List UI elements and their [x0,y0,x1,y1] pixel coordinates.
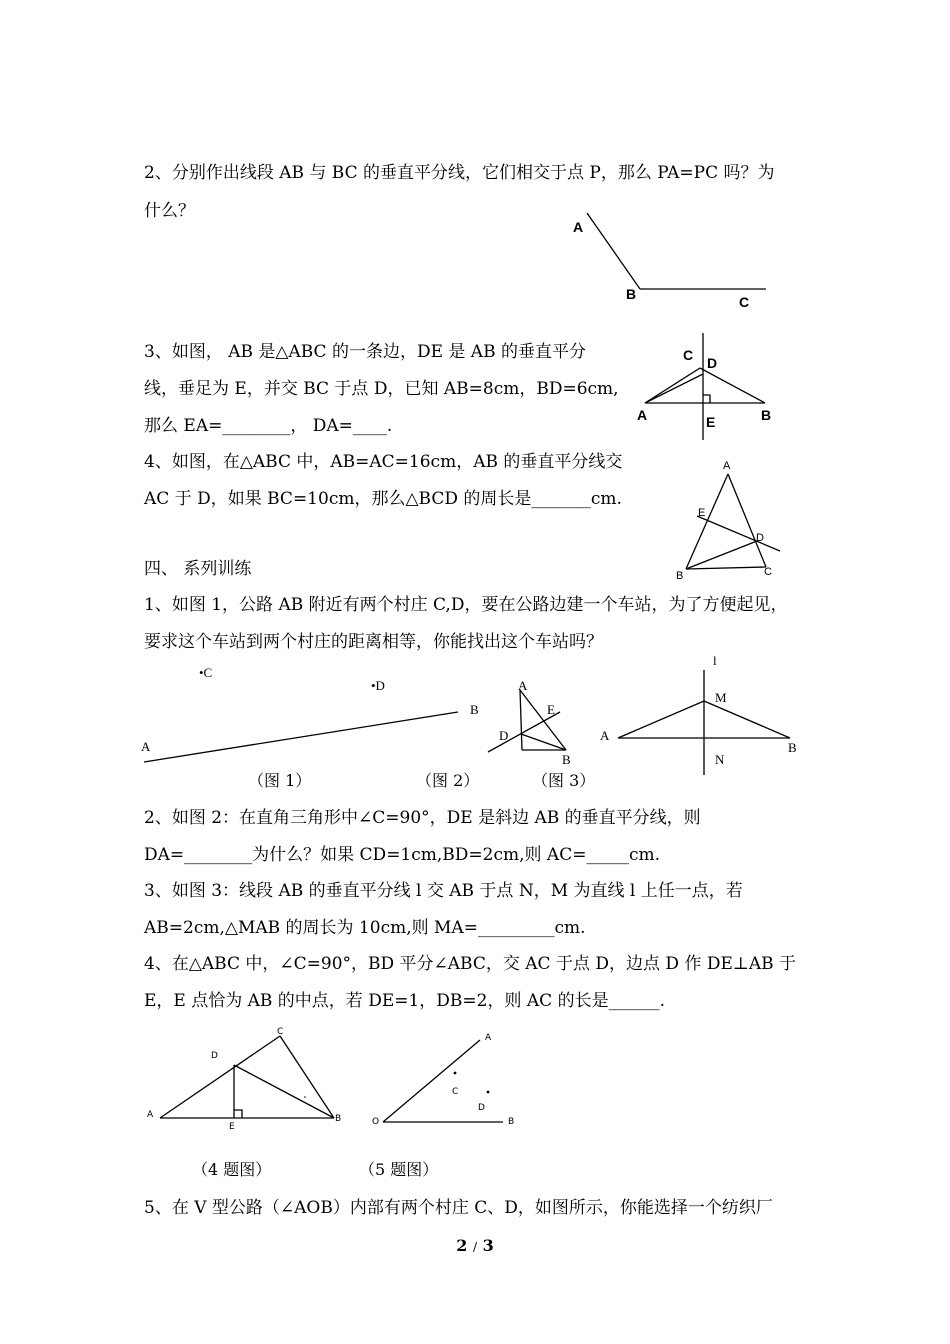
f4-label-a: A [147,1110,154,1120]
q3-right-angle-mark [703,395,710,403]
s2-text-line2: DA=________为什么？如果 CD=1cm,BD=2cm,则 AC=_____cm. [144,845,661,865]
q3-text-line2: 线，垂足为 E，并交 BC 于点 D，已知 AB=8cm，BD=6cm, [144,379,619,399]
f2-label-e: E [547,702,555,717]
f3-segment-am [618,701,704,738]
q4-label-a: A [723,460,731,472]
q3-label-d: D [707,355,718,371]
f4-right-angle-mark [234,1110,242,1118]
f2-side-ab [520,690,566,750]
s4-text-line2: E，E 点恰为 AB 的中点，若 DE=1，DB=2，则 AC 的长是______. [144,991,665,1011]
f4-label-d: D [211,1051,218,1061]
q4-label-b: B [676,570,684,582]
fig2-caption: （图 2） [416,771,480,790]
f5-label-b: B [508,1117,515,1127]
page-total: 3 [482,1236,494,1255]
page-separator: / [472,1240,478,1254]
f4-side-ac [160,1036,280,1118]
f4-label-c: C [277,1027,284,1037]
f5-ray-oa [383,1040,480,1122]
fig1-caption: （图 1） [248,771,312,790]
f3-label-b: B [788,740,797,755]
q2-label-b: B [626,286,637,302]
f1-label-c: •C [199,665,213,680]
f5-point-d [487,1091,490,1094]
q2-label-c: C [739,294,750,310]
s2-text-line1: 2、如图 2：在直角三角形中∠C=90°，DE 是斜边 AB 的垂直平分线，则 [144,808,701,828]
f2-label-d: D [499,728,509,743]
q3-segment-ad [645,374,703,403]
f4-side-cb [280,1036,334,1118]
q4-label-e: E [698,507,706,519]
s3-text-line1: 3、如图 3：线段 AB 的垂直平分线 l 交 AB 于点 N，M 为直线 l 上任一点，若 [144,881,743,901]
q4-text-line1: 4、如图，在△ABC 中，AB=AC=16cm，AB 的垂直平分线交 [144,452,623,472]
q4-text-line2: AC 于 D，如果 BC=10cm，那么△BCD 的周长是_______cm. [144,489,622,509]
q3-side-ac [645,368,700,403]
q2-label-a: A [573,219,584,235]
q4-label-d: D [756,532,764,544]
fig4-caption: （4 题图） [192,1160,272,1179]
f4-segment-db [234,1065,334,1118]
q3-text-line1: 3、如图， AB 是△ABC 的一条边，DE 是 AB 的垂直平分 [144,342,586,362]
s3-text-line2: AB=2cm,△MAB 的周长为 10cm,则 MA=_________cm. [144,918,586,938]
f3-segment-mb [704,701,790,738]
f4-label-b: B [335,1114,342,1124]
fig5-caption: （5 题图） [359,1160,439,1179]
f1-label-d: •D [371,678,385,693]
f3-label-m: M [715,690,727,705]
f2-side-ac [520,690,522,750]
fig3-caption: （图 3） [532,771,596,790]
f5-label-c: C [452,1087,459,1097]
f1-road-ab [144,712,458,762]
page-number [0,1236,950,1255]
f2-label-b: B [562,752,571,767]
q3-label-b: B [761,407,772,423]
q4-bisector-line [697,516,780,551]
q4-side-bc [686,567,766,569]
f5-label-o: O [372,1117,380,1127]
f5-point-c [454,1072,457,1075]
f5-label-a: A [485,1033,492,1043]
q4-side-ac [728,474,766,567]
q3-label-e: E [706,414,716,430]
page-current: 2 [456,1236,468,1255]
s1-text-line2: 要求这个车站到两个村庄的距离相等，你能找出这个车站吗？ [144,632,603,652]
q2-segment-ab [587,213,640,289]
f3-label-n: N [715,752,725,767]
f2-label-a: A [518,678,528,693]
s5-text-line1: 5、在 V 型公路（∠AOB）内部有两个村庄 C、D，如图所示，你能选择一个纺织厂 [144,1198,773,1218]
f3-label-a: A [600,728,610,743]
q2-text-line2: 什么？ [144,201,195,221]
q4-label-c: C [764,566,772,578]
q2-text-line1: 2、分别作出线段 AB 与 BC 的垂直平分线，它们相交于点 P，那么 PA=PC 吗？为 [144,163,775,183]
f1-label-b: B [470,702,479,717]
f4-label-e: E [229,1122,235,1132]
f1-label-a: A [141,739,151,754]
q3-label-a: A [637,407,648,423]
section-heading: 四、 系列训练 [144,559,252,579]
f5-label-d: D [478,1103,485,1113]
s1-text-line1: 1、如图 1，公路 AB 附近有两个村庄 C,D，要在公路边建一个车站，为了方便起见， [144,595,788,615]
s4-text-line1: 4、在△ABC 中，∠C=90°，BD 平分∠ABC，交 AC 于点 D，边点 D 作 DE⊥AB 于 [144,954,797,974]
f3-label-l: l [713,653,717,668]
f4-stray-dot [304,1096,306,1098]
q3-label-c: C [683,347,694,363]
q3-text-line3: 那么 EA=________， DA=____. [144,416,393,436]
